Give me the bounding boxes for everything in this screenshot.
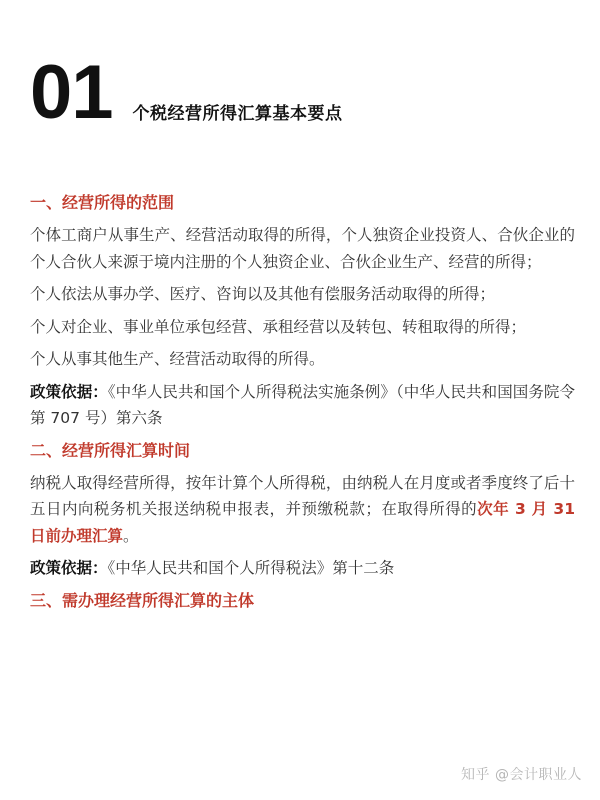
policy-text: 《中华人民共和国个人所得税法》第十二条 — [107, 559, 395, 577]
paragraph: 个人依法从事办学、医疗、咨询以及其他有偿服务活动取得的所得； — [30, 285, 496, 303]
policy-basis — [30, 555, 575, 582]
policy-label: 政策依据： — [30, 559, 108, 577]
paragraph-text: 。 — [123, 526, 139, 545]
paragraph-text: 纳税人取得经营所得，按年计算个人所得税，由纳税人在月度或者季度终了后十五日内向税务机关报送纳税申报表，并预缴税款；在取得所得的 — [30, 473, 575, 518]
section-heading: 二、经营所得汇算时间 — [30, 440, 191, 460]
section-heading: 三、需办理经营所得汇算的主体 — [30, 590, 255, 610]
article-body — [30, 190, 575, 620]
page-title: 个税经营所得汇算基本要点 — [132, 104, 343, 124]
paragraph: 个人对企业、事业单位承包经营、承租经营以及转包、转租取得的所得； — [30, 317, 527, 336]
page-header — [30, 50, 343, 135]
section-heading: 一、经营所得的范围 — [30, 193, 175, 212]
paragraph: 个体工商户从事生产、经营活动取得的所得，个人独资企业投资人、合伙企业的个人合伙人来源于境内注册的个人独资企业、合伙企业生产、经营的所得； — [30, 226, 575, 271]
paragraph: 个人从事其他生产、经营活动取得的所得。 — [30, 350, 325, 368]
watermark: 知乎 @会计职业人 — [461, 767, 582, 783]
policy-label: 政策依据： — [30, 382, 108, 401]
policy-text: 《中华人民共和国个人所得税法实施条例》（中华人民共和国国务院令第 707 号）第六条 — [30, 382, 575, 427]
policy-basis — [30, 379, 575, 432]
deadline-highlight: 次年 3 月 31 日前办理汇算 — [30, 500, 575, 545]
section-number: 01 — [30, 50, 113, 135]
paragraph — [30, 470, 575, 550]
